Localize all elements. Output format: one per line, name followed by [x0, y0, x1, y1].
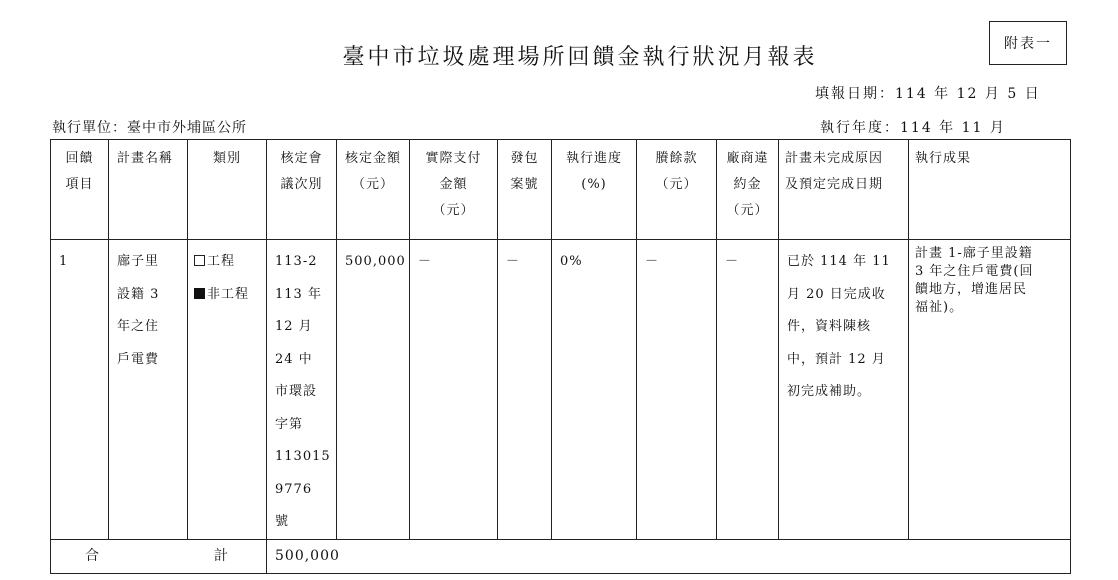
reason-line: 件，資料陳核	[787, 319, 872, 334]
header-cell	[498, 140, 552, 240]
header-label: （元）	[655, 177, 698, 192]
remaining-cell	[637, 240, 717, 540]
header-label: 執行成果	[915, 151, 972, 166]
plan-name-line: 廍子里	[117, 254, 160, 269]
reason-line: 已於 114 年 11	[787, 254, 891, 269]
meeting-session-line: 113-2	[275, 254, 318, 269]
header-label: （元）	[432, 203, 475, 218]
category-label: 工程	[207, 254, 236, 269]
category-option	[194, 279, 266, 312]
header-label: 實際支付	[425, 151, 482, 166]
meeting-session-cell	[267, 240, 337, 540]
header-label: 及預定完成日期	[785, 177, 884, 192]
plan-name-line: 戶電費	[117, 351, 160, 367]
header-cell	[552, 140, 637, 240]
meeting-session-line: 113015	[275, 449, 331, 464]
header-label: 計畫未完成原因	[785, 151, 884, 166]
item-number: 1	[59, 254, 69, 269]
meeting-session	[275, 246, 336, 539]
incomplete-reason	[787, 246, 908, 409]
category-cell	[188, 240, 267, 540]
header-cell	[51, 140, 109, 240]
contract-number: －	[506, 254, 521, 269]
header-label: 案號	[510, 177, 539, 192]
category-label: 非工程	[207, 286, 250, 302]
header-cell	[188, 140, 267, 240]
header-label: （元）	[726, 203, 769, 218]
total-row	[51, 539, 1071, 573]
reason-line: 月 20 日完成收	[787, 286, 886, 302]
approved-amount: 500,000	[345, 254, 406, 269]
progress-cell	[552, 240, 637, 540]
header-label: 執行進度	[565, 151, 622, 166]
meeting-session-line: 113 年	[275, 286, 322, 302]
penalty-cell	[717, 240, 779, 540]
header-label: 金額	[439, 177, 468, 192]
result-line: 饋地方，增進居民	[915, 282, 1028, 297]
approved-amount-cell	[337, 240, 410, 540]
total-amount: 500,000	[275, 548, 340, 564]
header-cell	[779, 140, 909, 240]
report-table	[50, 139, 1071, 574]
header-label: 核定金額	[344, 151, 401, 166]
table-row	[51, 240, 1071, 540]
header-cell	[109, 140, 188, 240]
header-cell	[337, 140, 410, 240]
header-label: 核定會	[280, 151, 323, 166]
plan-name-cell	[109, 240, 188, 540]
meeting-session-line: 9776	[275, 481, 313, 497]
total-label-left: 合	[85, 548, 99, 564]
total-label-right: 計	[214, 548, 228, 564]
contract-number-cell	[498, 240, 552, 540]
paid-amount: －	[418, 254, 433, 269]
header-label: 類別	[212, 151, 241, 166]
report-date: 填報日期：114 年 12 月 5 日	[815, 86, 1041, 102]
meeting-session-line: 24 中	[275, 351, 313, 367]
category-option	[194, 246, 266, 279]
header-label: 議次別	[280, 177, 323, 192]
meeting-session-line: 字第	[275, 416, 304, 432]
header-label: 約金	[733, 177, 762, 192]
header-row	[51, 140, 1071, 240]
reason-line: 中，預計 12 月	[787, 351, 886, 367]
header-label: (%)	[581, 177, 607, 192]
paid-amount-cell	[410, 240, 498, 540]
header-label: 回饋	[65, 151, 94, 166]
result-line: 3 年之住戶電費(回	[915, 264, 1034, 279]
header-cell	[267, 140, 337, 240]
execution-result	[915, 245, 1066, 317]
header-cell	[637, 140, 717, 240]
header-cell	[717, 140, 779, 240]
progress-value: 0%	[560, 254, 583, 269]
meeting-session-line: 號	[275, 514, 290, 529]
penalty-amount: －	[725, 254, 740, 269]
meeting-session-line: 12 月	[275, 319, 313, 334]
checked-box-icon	[194, 288, 205, 299]
header-label: 發包	[510, 151, 539, 166]
header-label: 廠商違	[726, 151, 769, 166]
remaining-amount: －	[645, 254, 660, 269]
reason-line: 初完成補助。	[787, 384, 872, 399]
reason-cell	[779, 240, 909, 540]
category-options	[194, 246, 266, 311]
header-label: 項目	[65, 177, 94, 192]
result-line: 福祉)。	[915, 300, 964, 315]
plan-name	[117, 246, 187, 376]
executing-unit: 執行單位：臺中市外埔區公所	[52, 120, 247, 136]
item-number-cell	[51, 240, 109, 540]
document-title: 臺中市垃圾處理場所回饋金執行狀況月報表	[342, 45, 818, 70]
header-label: 計畫名稱	[117, 151, 174, 166]
plan-name-line: 設籍 3	[117, 286, 160, 302]
total-label-cell	[51, 539, 267, 573]
unchecked-box-icon	[194, 255, 205, 266]
annex-label: 附表一	[989, 21, 1067, 65]
execution-year: 執行年度：114 年 11 月	[820, 120, 1006, 136]
result-cell	[909, 240, 1071, 540]
plan-name-line: 年之住	[117, 319, 160, 334]
header-cell	[909, 140, 1071, 240]
total-value-cell	[267, 539, 1071, 573]
header-label: 賸餘款	[655, 151, 698, 166]
result-line: 計畫 1-廍子里設籍	[915, 246, 1033, 261]
header-label: （元）	[351, 177, 394, 192]
header-cell	[410, 140, 498, 240]
meeting-session-line: 市環設	[275, 384, 318, 399]
